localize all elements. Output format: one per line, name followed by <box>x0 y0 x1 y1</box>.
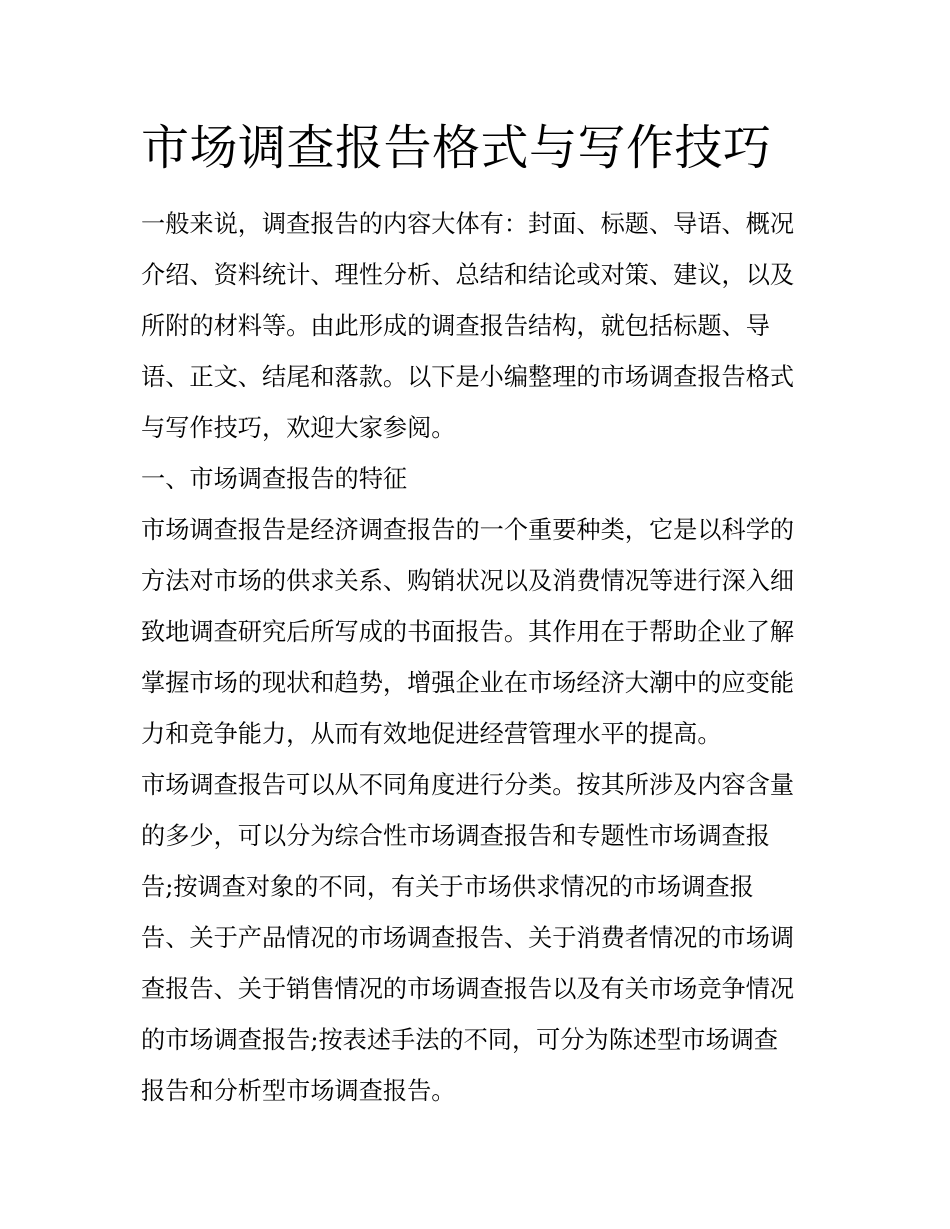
text-line: 的多少，可以分为综合性市场调查报告和专题性市场调查报 <box>141 822 770 850</box>
text-line: 掌握市场的现状和趋势，增强企业在市场经济大潮中的应变能 <box>141 669 795 697</box>
text-line: 市场调查报告可以从不同角度进行分类。按其所涉及内容含量 <box>141 771 795 799</box>
text-line: 的市场调查报告;按表述手法的不同，可分为陈述型市场调查 <box>141 1026 779 1054</box>
paragraph-intro <box>141 199 819 454</box>
text-line: 查报告、关于销售情况的市场调查报告以及有关市场竞争情况 <box>141 975 795 1003</box>
text-line: 一般来说，调查报告的内容大体有：封面、标题、导语、概况 <box>141 210 795 238</box>
section-heading <box>141 454 819 505</box>
document-title: 市场调查报告格式与写作技巧 <box>141 120 772 176</box>
text-line: 市场调查报告是经济调查报告的一个重要种类，它是以科学的 <box>141 516 795 544</box>
text-line: 介绍、资料统计、理性分析、总结和结论或对策、建议，以及 <box>141 261 795 289</box>
document-body <box>141 199 819 1117</box>
text-line: 一、市场调查报告的特征 <box>141 465 408 493</box>
text-line: 告、关于产品情况的市场调查报告、关于消费者情况的市场调 <box>141 924 795 952</box>
text-line: 报告和分析型市场调查报告。 <box>141 1077 456 1105</box>
text-line: 方法对市场的供求关系、购销状况以及消费情况等进行深入细 <box>141 567 795 595</box>
text-line: 力和竞争能力，从而有效地促进经营管理水平的提高。 <box>141 720 722 748</box>
text-line: 告;按调查对象的不同，有关于市场供求情况的市场调查报 <box>141 873 754 901</box>
text-line: 所附的材料等。由此形成的调查报告结构，就包括标题、导 <box>141 312 770 340</box>
paragraph-classification <box>141 760 819 1117</box>
text-line: 语、正文、结尾和落款。以下是小编整理的市场调查报告格式 <box>141 363 795 391</box>
paragraph-features <box>141 505 819 760</box>
text-line: 致地调查研究后所写成的书面报告。其作用在于帮助企业了解 <box>141 618 795 646</box>
text-line: 与写作技巧，欢迎大家参阅。 <box>141 414 456 442</box>
